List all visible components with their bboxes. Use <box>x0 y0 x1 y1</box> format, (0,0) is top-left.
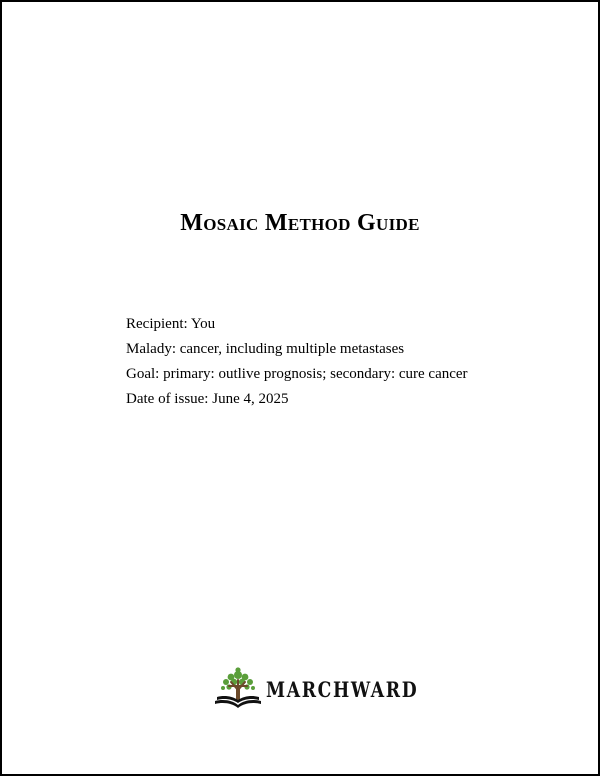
document-title: Mosaic Method Guide <box>180 210 420 236</box>
marchward-wordmark: MARCHWARD <box>266 677 419 702</box>
document-fields <box>126 315 468 415</box>
date-of-issue-line: Date of issue: June 4, 2025 <box>126 391 289 407</box>
tree-on-open-book-icon <box>214 666 262 710</box>
goal-line: Goal: primary: outlive prognosis; secondary: cure cancer <box>126 366 468 382</box>
malady-line: Malady: cancer, including multiple metastases <box>126 341 405 357</box>
marchward-logo <box>214 666 419 710</box>
recipient-line: Recipient: You <box>126 316 216 332</box>
